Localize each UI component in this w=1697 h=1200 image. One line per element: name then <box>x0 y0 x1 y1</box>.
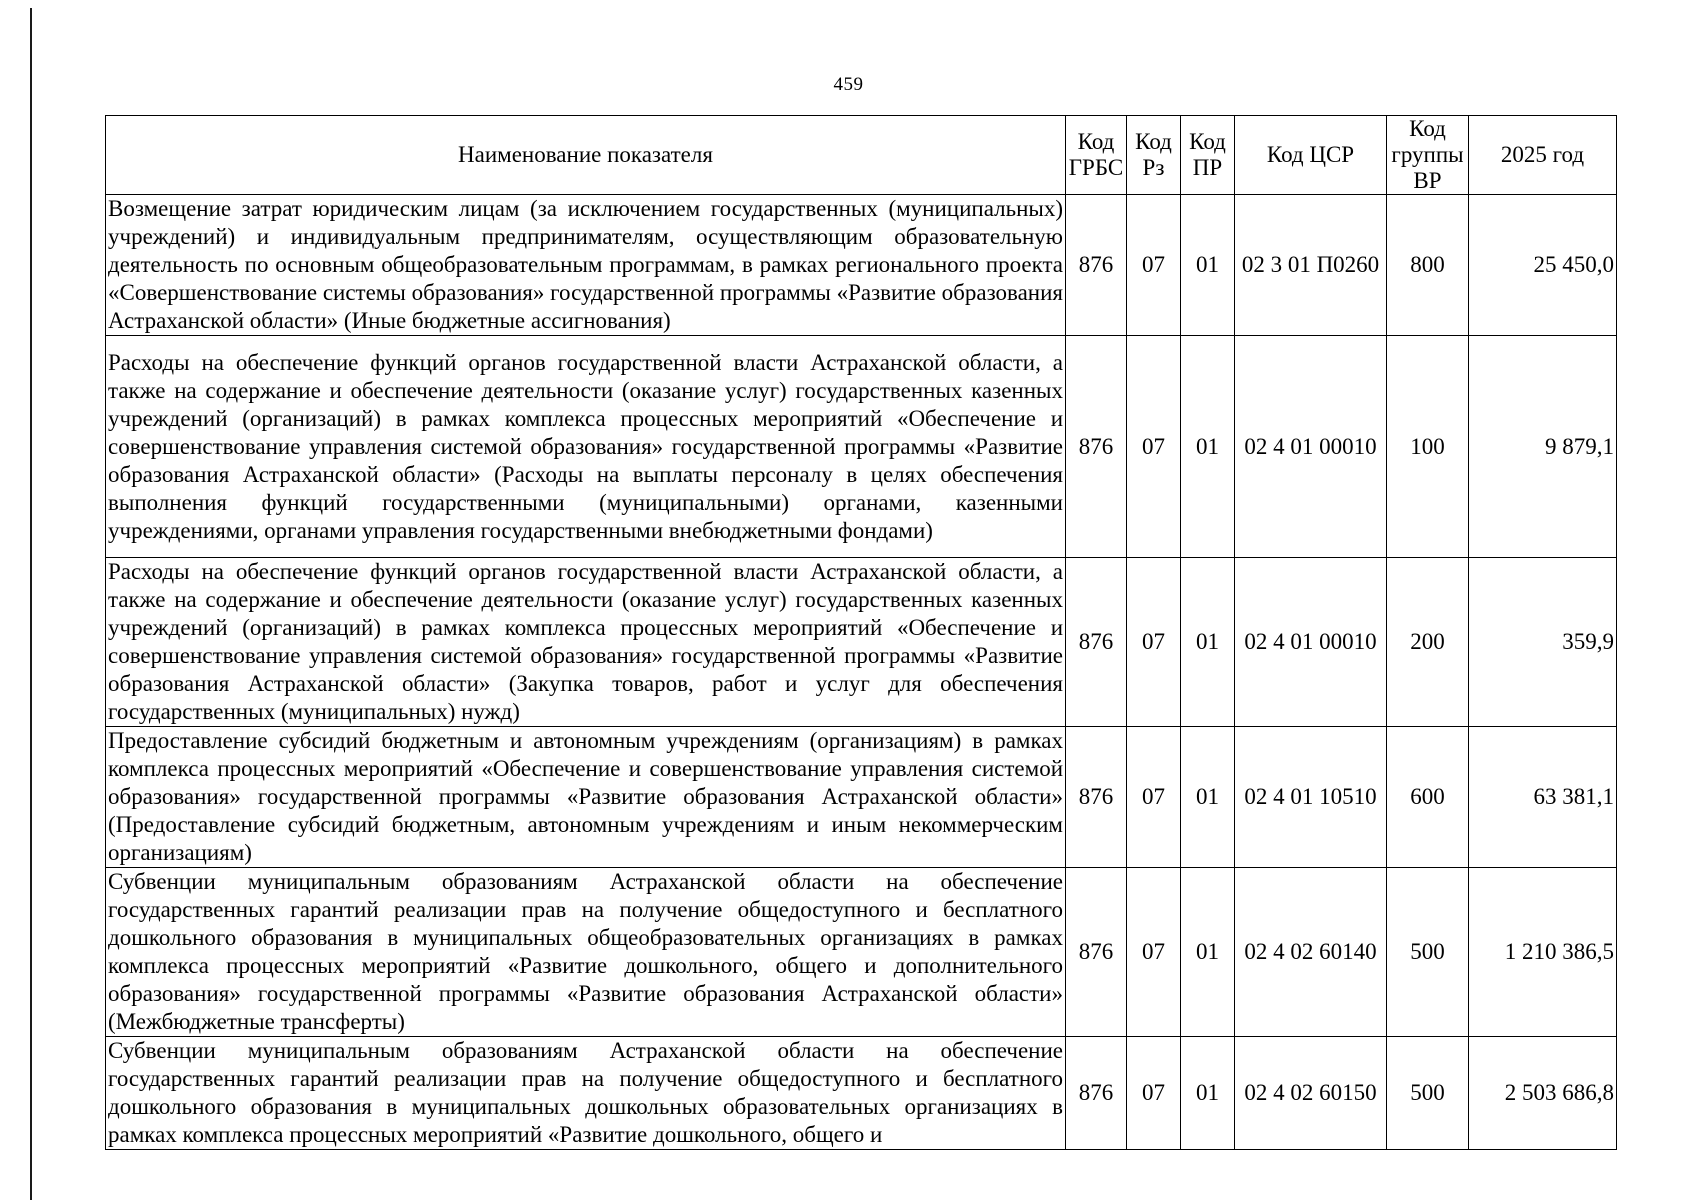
row-grbs: 876 <box>1066 336 1127 558</box>
row-grbs: 876 <box>1066 727 1127 868</box>
row-pr: 01 <box>1181 195 1235 336</box>
row-rz: 07 <box>1127 868 1181 1037</box>
row-csr: 02 4 01 00010 <box>1235 558 1387 727</box>
row-rz: 07 <box>1127 195 1181 336</box>
row-vr: 200 <box>1387 558 1469 727</box>
header-pr: Код ПР <box>1181 116 1235 195</box>
row-pr: 01 <box>1181 558 1235 727</box>
row-amount: 9 879,1 <box>1469 336 1617 558</box>
row-amount: 2 503 686,8 <box>1469 1037 1617 1150</box>
row-amount: 25 450,0 <box>1469 195 1617 336</box>
row-pr: 01 <box>1181 727 1235 868</box>
row-amount: 63 381,1 <box>1469 727 1617 868</box>
table-row <box>106 1037 1617 1150</box>
table-row <box>106 195 1617 336</box>
row-rz: 07 <box>1127 1037 1181 1150</box>
table-row <box>106 868 1617 1037</box>
row-name: Расходы на обеспечение функций органов государственной власти Астраханской области, а также на содержание и обеспечение деятельности (оказание услуг) государственных казенных учреждений (организаций) в рамках комплекса процессных мероприятий «Обеспечение и совершенствование управления системой образования» государственной программы «Развитие образования Астраханской области» (Закупка товаров, работ и услуг для обеспечения государственных (муниципальных) нужд) <box>106 558 1066 727</box>
header-name: Наименование показателя <box>106 116 1066 195</box>
header-year: 2025 год <box>1469 116 1617 195</box>
row-name: Расходы на обеспечение функций органов государственной власти Астраханской области, а также на содержание и обеспечение деятельности (оказание услуг) государственных казенных учреждений (организаций) в рамках комплекса процессных мероприятий «Обеспечение и совершенствование управления системой образования» государственной программы «Развитие образования Астраханской области» (Расходы на выплаты персоналу в целях обеспечения выполнения функций государственными (муниципальными) органами, казенными учреждениями, органами управления государственными внебюджетными фондами) <box>106 336 1066 558</box>
row-csr: 02 3 01 П0260 <box>1235 195 1387 336</box>
row-pr: 01 <box>1181 1037 1235 1150</box>
row-vr: 100 <box>1387 336 1469 558</box>
table-row <box>106 727 1617 868</box>
row-csr: 02 4 01 00010 <box>1235 336 1387 558</box>
header-grbs: Код ГРБС <box>1066 116 1127 195</box>
row-csr: 02 4 01 10510 <box>1235 727 1387 868</box>
table-row <box>106 336 1617 558</box>
budget-table <box>105 115 1617 1150</box>
row-rz: 07 <box>1127 727 1181 868</box>
table-row <box>106 558 1617 727</box>
row-amount: 359,9 <box>1469 558 1617 727</box>
row-vr: 600 <box>1387 727 1469 868</box>
row-grbs: 876 <box>1066 558 1127 727</box>
row-grbs: 876 <box>1066 868 1127 1037</box>
row-csr: 02 4 02 60150 <box>1235 1037 1387 1150</box>
page-number: 459 <box>833 74 864 95</box>
row-rz: 07 <box>1127 558 1181 727</box>
header-vr: Код группы ВР <box>1387 116 1469 195</box>
header-csr: Код ЦСР <box>1235 116 1387 195</box>
row-grbs: 876 <box>1066 195 1127 336</box>
row-name: Субвенции муниципальным образованиям Астраханской области на обеспечение государственных гарантий реализации прав на получение общедоступного и бесплатного дошкольного образования в муниципальных дошкольных образовательных организациях в рамках комплекса процессных мероприятий «Развитие дошкольного, общего и <box>106 1037 1066 1150</box>
row-pr: 01 <box>1181 336 1235 558</box>
row-csr: 02 4 02 60140 <box>1235 868 1387 1037</box>
left-margin-rule <box>30 8 32 1200</box>
row-grbs: 876 <box>1066 1037 1127 1150</box>
row-name: Предоставление субсидий бюджетным и автономным учреждениям (организациям) в рамках комплекса процессных мероприятий «Обеспечение и совершенствование управления системой образования» государственной программы «Развитие образования Астраханской области» (Предоставление субсидий бюджетным, автономным учреждениям и иным некоммерческим организациям) <box>106 727 1066 868</box>
row-vr: 500 <box>1387 1037 1469 1150</box>
row-name: Субвенции муниципальным образованиям Астраханской области на обеспечение государственных гарантий реализации прав на получение общедоступного и бесплатного дошкольного образования в муниципальных общеобразовательных организациях в рамках комплекса процессных мероприятий «Развитие дошкольного, общего и дополнительного образования» государственной программы «Развитие образования Астраханской области» (Межбюджетные трансферты) <box>106 868 1066 1037</box>
row-rz: 07 <box>1127 336 1181 558</box>
row-vr: 500 <box>1387 868 1469 1037</box>
row-pr: 01 <box>1181 868 1235 1037</box>
row-amount: 1 210 386,5 <box>1469 868 1617 1037</box>
header-rz: Код Рз <box>1127 116 1181 195</box>
row-name: Возмещение затрат юридическим лицам (за исключением государственных (муниципальных) учреждений) и индивидуальным предпринимателям, осуществляющим образовательную деятельность по основным общеобразовательным программам, в рамках регионального проекта «Совершенствование системы образования» государственной программы «Развитие образования Астраханской области» (Иные бюджетные ассигнования) <box>106 195 1066 336</box>
table-header-row <box>106 116 1617 195</box>
row-vr: 800 <box>1387 195 1469 336</box>
